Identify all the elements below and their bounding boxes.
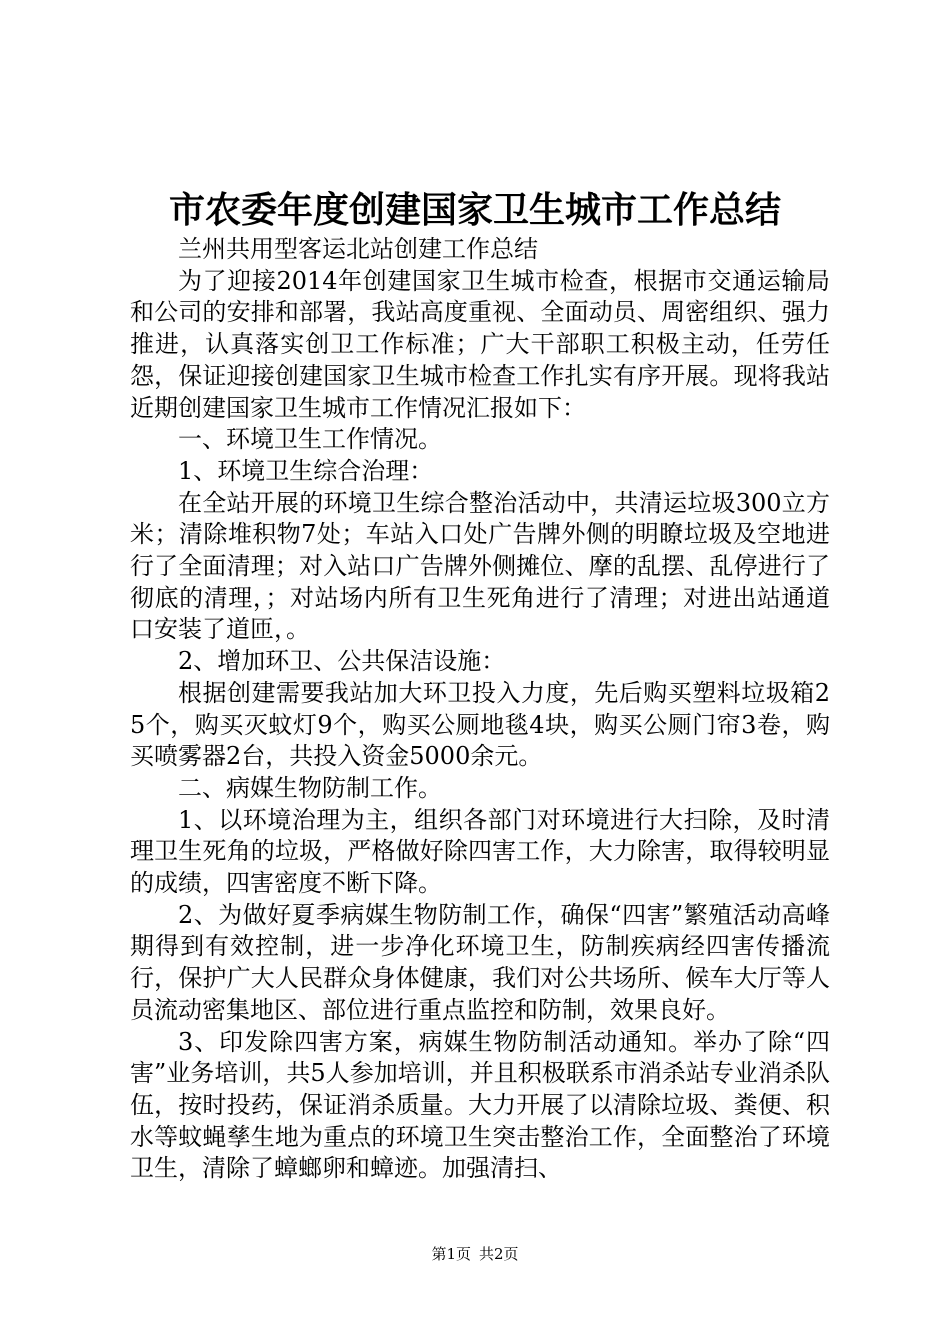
page-footer (0, 1244, 950, 1264)
paragraph-subtitle: 兰州共用型客运北站创建工作总结 (178, 235, 538, 263)
page-number-total: 共2页 (479, 1245, 519, 1263)
paragraph-2-2: 2、为做好夏季病媒生物防制工作，确保“四害”繁殖活动高峰期得到有效控制，进一步净化环境卫生，防制疾病经四害传播流行，保护广大人民群众身体健康，我们对公共场所、候车大厅等人员流动密集地区、部位进行重点监控和防制，效果良好。 (130, 900, 830, 1024)
paragraph-2-1: 1、以环境治理为主，组织各部门对环境进行大扫除，及时清理卫生死角的垃圾，严格做好除四害工作，大力除害，取得较明显的成绩，四害密度不断下降。 (130, 805, 830, 898)
paragraph-1-2: 根据创建需要我站加大环卫投入力度，先后购买塑料垃圾箱25个，购买灭蚊灯9个，购买公厕地毯4块，购买公厕门帘3卷，购买喷雾器2台，共投入资金5000余元。 (130, 678, 830, 771)
document-title: 市农委年度创建国家卫生城市工作总结 (168, 189, 781, 231)
page-number-current: 第1页 (431, 1245, 471, 1263)
document-body (130, 234, 830, 1185)
paragraph-1-1: 在全站开展的环境卫生综合整治活动中，共清运垃圾300立方米；清除堆积物7处；车站入口处广告牌外侧的明瞭垃圾及空地进行了全面清理；对入站口广告牌外侧摊位、摩的乱摆、乱停进行了彻底的清理，；对站场内所有卫生死角进行了清理；对进出站通道口安装了道匝，。 (130, 488, 830, 644)
section-heading-2: 二、病媒生物防制工作。 (178, 773, 442, 802)
paragraph-2-3: 3、印发除四害方案，病媒生物防制活动通知。举办了除“四害”业务培训，共5人参加培训，并且积极联系市消杀站专业消杀队伍，按时投药，保证消杀质量。大力开展了以清除垃圾、粪便、积水等蚊蝇孳生地为重点的环境卫生突击整治工作，全面整治了环境卫生，清除了蟑螂卵和蟑迹。加强清扫、 (130, 1027, 830, 1183)
subsection-heading-1-2: 2、增加环卫、公共保洁设施： (178, 647, 506, 676)
subsection-heading-1-1: 1、环境卫生综合治理： (178, 456, 434, 485)
section-heading-1: 一、环境卫生工作情况。 (178, 425, 442, 454)
paragraph-intro: 为了迎接2014年创建国家卫生城市检查，根据市交通运输局和公司的安排和部署，我站高度重视、全面动员、周密组织、强力推进，认真落实创卫工作标准；广大干部职工积极主动，任劳任怨，保证迎接创建国家卫生城市检查工作扎实有序开展。现将我站近期创建国家卫生城市工作情况汇报如下： (130, 266, 830, 422)
